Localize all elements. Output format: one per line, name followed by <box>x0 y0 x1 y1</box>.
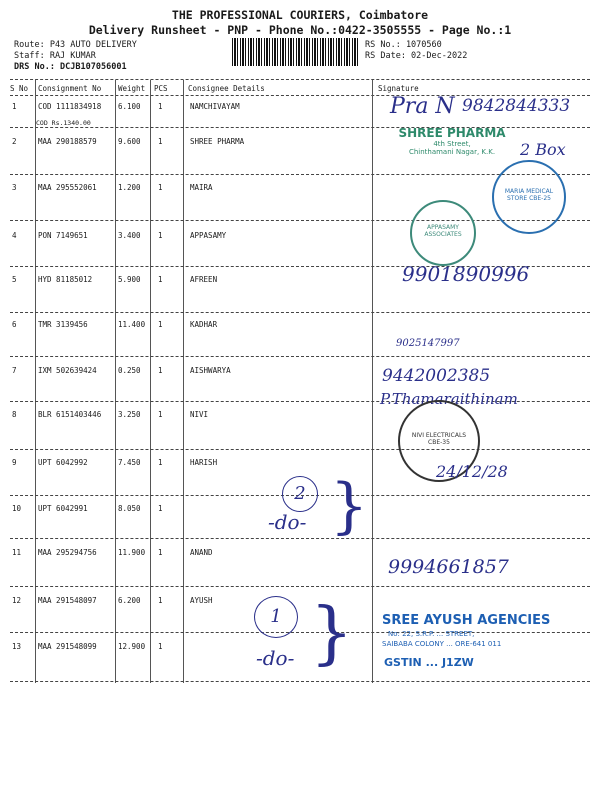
cell-cons: PON 7149651 <box>38 231 88 240</box>
col-consignee: Consignee Details <box>188 84 265 93</box>
cell-weight: 5.900 <box>118 275 141 284</box>
cell-sno: 1 <box>12 102 17 111</box>
cell-weight: 6.100 <box>118 102 141 111</box>
row-rule <box>10 538 590 539</box>
cell-consignee: KADHAR <box>190 320 218 329</box>
rs-number: RS No.: 1070560 <box>365 40 442 50</box>
cell-sno: 7 <box>12 366 17 375</box>
cell-cons: UPT 6042992 <box>38 458 88 467</box>
stamp-ayush-gst: GSTIN ... J1ZW <box>384 656 474 669</box>
col-pcs: PCS <box>154 84 168 93</box>
col-sep <box>150 80 151 683</box>
cell-sno: 5 <box>12 275 17 284</box>
cell-pcs: 1 <box>158 642 163 651</box>
cod-amount: COD Rs.1340.00 <box>36 119 91 127</box>
cell-consignee: AYUSH <box>190 596 213 605</box>
stamp-ayush-addr2: SAIBABA COLONY ... ORE-641 011 <box>382 640 502 648</box>
cell-sno: 4 <box>12 231 17 240</box>
cell-cons: UPT 6042991 <box>38 504 88 513</box>
stamp-ayush-addr1: No: 22, S.R.P. ... STREET, <box>388 630 475 638</box>
cell-weight: 12.900 <box>118 642 146 651</box>
cell-weight: 11.400 <box>118 320 146 329</box>
cell-weight: 8.050 <box>118 504 141 513</box>
cell-consignee: SHREE PHARMA <box>190 137 245 146</box>
col-signature: Signature <box>378 84 419 93</box>
cell-cons: MAA 295552061 <box>38 183 97 192</box>
cell-pcs: 1 <box>158 102 163 111</box>
table-top-rule <box>10 79 590 80</box>
col-sno: S No <box>10 84 29 93</box>
cell-pcs: 1 <box>158 137 163 146</box>
cell-cons: BLR 6151403446 <box>38 410 102 419</box>
note-box-count: 2 Box <box>520 140 566 159</box>
cell-cons: MAA 295294756 <box>38 548 97 557</box>
cell-weight: 11.900 <box>118 548 146 557</box>
cell-weight: 6.200 <box>118 596 141 605</box>
signature-r1-initials: Pra N <box>390 94 455 119</box>
barcode <box>232 38 358 66</box>
cell-sno: 3 <box>12 183 17 192</box>
cell-consignee: NAMCHIVAYAM <box>190 102 240 111</box>
cell-weight: 1.200 <box>118 183 141 192</box>
cell-sno: 11 <box>12 548 22 557</box>
col-sep <box>35 80 36 683</box>
phone-r5: 9901890996 <box>402 262 530 286</box>
row-rule <box>10 449 590 450</box>
cell-cons: MAA 290188579 <box>38 137 97 146</box>
cell-pcs: 1 <box>158 275 163 284</box>
route-label: Route: P43 AUTO DELIVERY <box>14 40 137 50</box>
phone-r11: 9994661857 <box>388 556 509 578</box>
col-consignment: Consignment No <box>38 84 102 93</box>
cell-weight: 9.600 <box>118 137 141 146</box>
col-weight: Weight <box>118 84 146 93</box>
cell-cons: COD 1111834918 <box>38 102 102 111</box>
stamp-ayush-name: SREE AYUSH AGENCIES <box>382 613 551 628</box>
cell-consignee: HARISH <box>190 458 218 467</box>
rs-date: RS Date: 02-Dec-2022 <box>365 51 468 61</box>
cell-sno: 10 <box>12 504 22 513</box>
cell-weight: 3.400 <box>118 231 141 240</box>
cell-pcs: 1 <box>158 183 163 192</box>
phone-r7: 9442002385 <box>382 366 491 386</box>
phone-r1: 9842844333 <box>462 96 571 116</box>
ditto-mark: -do- <box>268 510 307 534</box>
runsheet-title: THE PROFESSIONAL COURIERS, Coimbatore <box>171 8 429 22</box>
brace-mark: } <box>330 471 369 541</box>
row-rule <box>10 586 590 587</box>
ditto-mark: -do- <box>256 646 295 670</box>
cell-pcs: 1 <box>158 504 163 513</box>
cell-sno: 6 <box>12 320 17 329</box>
cell-sno: 8 <box>12 410 17 419</box>
cell-consignee: AFREEN <box>190 275 218 284</box>
cell-pcs: 1 <box>158 596 163 605</box>
circled-number: 2 <box>282 476 318 512</box>
stamp-nivi-electricals: NIVI ELECTRICALS CBE-35 <box>398 400 480 482</box>
cell-consignee: AISHWARYA <box>190 366 231 375</box>
cell-cons: MAA 291548099 <box>38 642 97 651</box>
cell-cons: MAA 291548097 <box>38 596 97 605</box>
cell-weight: 7.450 <box>118 458 141 467</box>
cell-pcs: 1 <box>158 458 163 467</box>
cell-pcs: 1 <box>158 410 163 419</box>
staff-label: Staff: RAJ KUMAR <box>14 51 96 61</box>
cell-sno: 13 <box>12 642 22 651</box>
cell-cons: HYD 81185012 <box>38 275 93 284</box>
cell-pcs: 1 <box>158 366 163 375</box>
cell-sno: 12 <box>12 596 22 605</box>
stamp-shree-pharma: SHREE PHARMA 4th Street, Chinthamani Nagar, K.K. <box>398 126 506 156</box>
drs-number: DRS No.: DCJB107056001 <box>14 62 127 72</box>
cell-sno: 2 <box>12 137 17 146</box>
stamp-maria-medical: MARIA MEDICAL STORE CBE-25 <box>492 160 566 234</box>
row-rule <box>10 356 590 357</box>
name-r7: P.Thamaraithinam <box>380 390 518 408</box>
cell-cons: IXM 502639424 <box>38 366 97 375</box>
circled-number: 1 <box>254 596 298 638</box>
row-rule <box>10 312 590 313</box>
cell-sno: 9 <box>12 458 17 467</box>
stamp-appasamy: APPASAMY ASSOCIATES <box>410 200 476 266</box>
brace-mark: } <box>310 594 354 673</box>
cell-pcs: 1 <box>158 320 163 329</box>
date-r9: 24/12/28 <box>436 462 508 481</box>
cell-weight: 3.250 <box>118 410 141 419</box>
cell-pcs: 1 <box>158 548 163 557</box>
cell-consignee: MAIRA <box>190 183 213 192</box>
cell-consignee: APPASAMY <box>190 231 227 240</box>
col-sep <box>183 80 184 683</box>
cell-consignee: ANAND <box>190 548 213 557</box>
runsheet-subtitle: Delivery Runsheet - PNP - Phone No.:0422-3505555 - Page No.:1 <box>88 23 512 37</box>
phone-r6: 9025147997 <box>396 338 460 349</box>
row-rule <box>10 632 590 633</box>
cell-cons: TMR 3139456 <box>38 320 88 329</box>
row-rule <box>10 681 590 682</box>
cell-consignee: NIVI <box>190 410 209 419</box>
col-sep <box>115 80 116 683</box>
cell-pcs: 1 <box>158 231 163 240</box>
cell-weight: 0.250 <box>118 366 141 375</box>
